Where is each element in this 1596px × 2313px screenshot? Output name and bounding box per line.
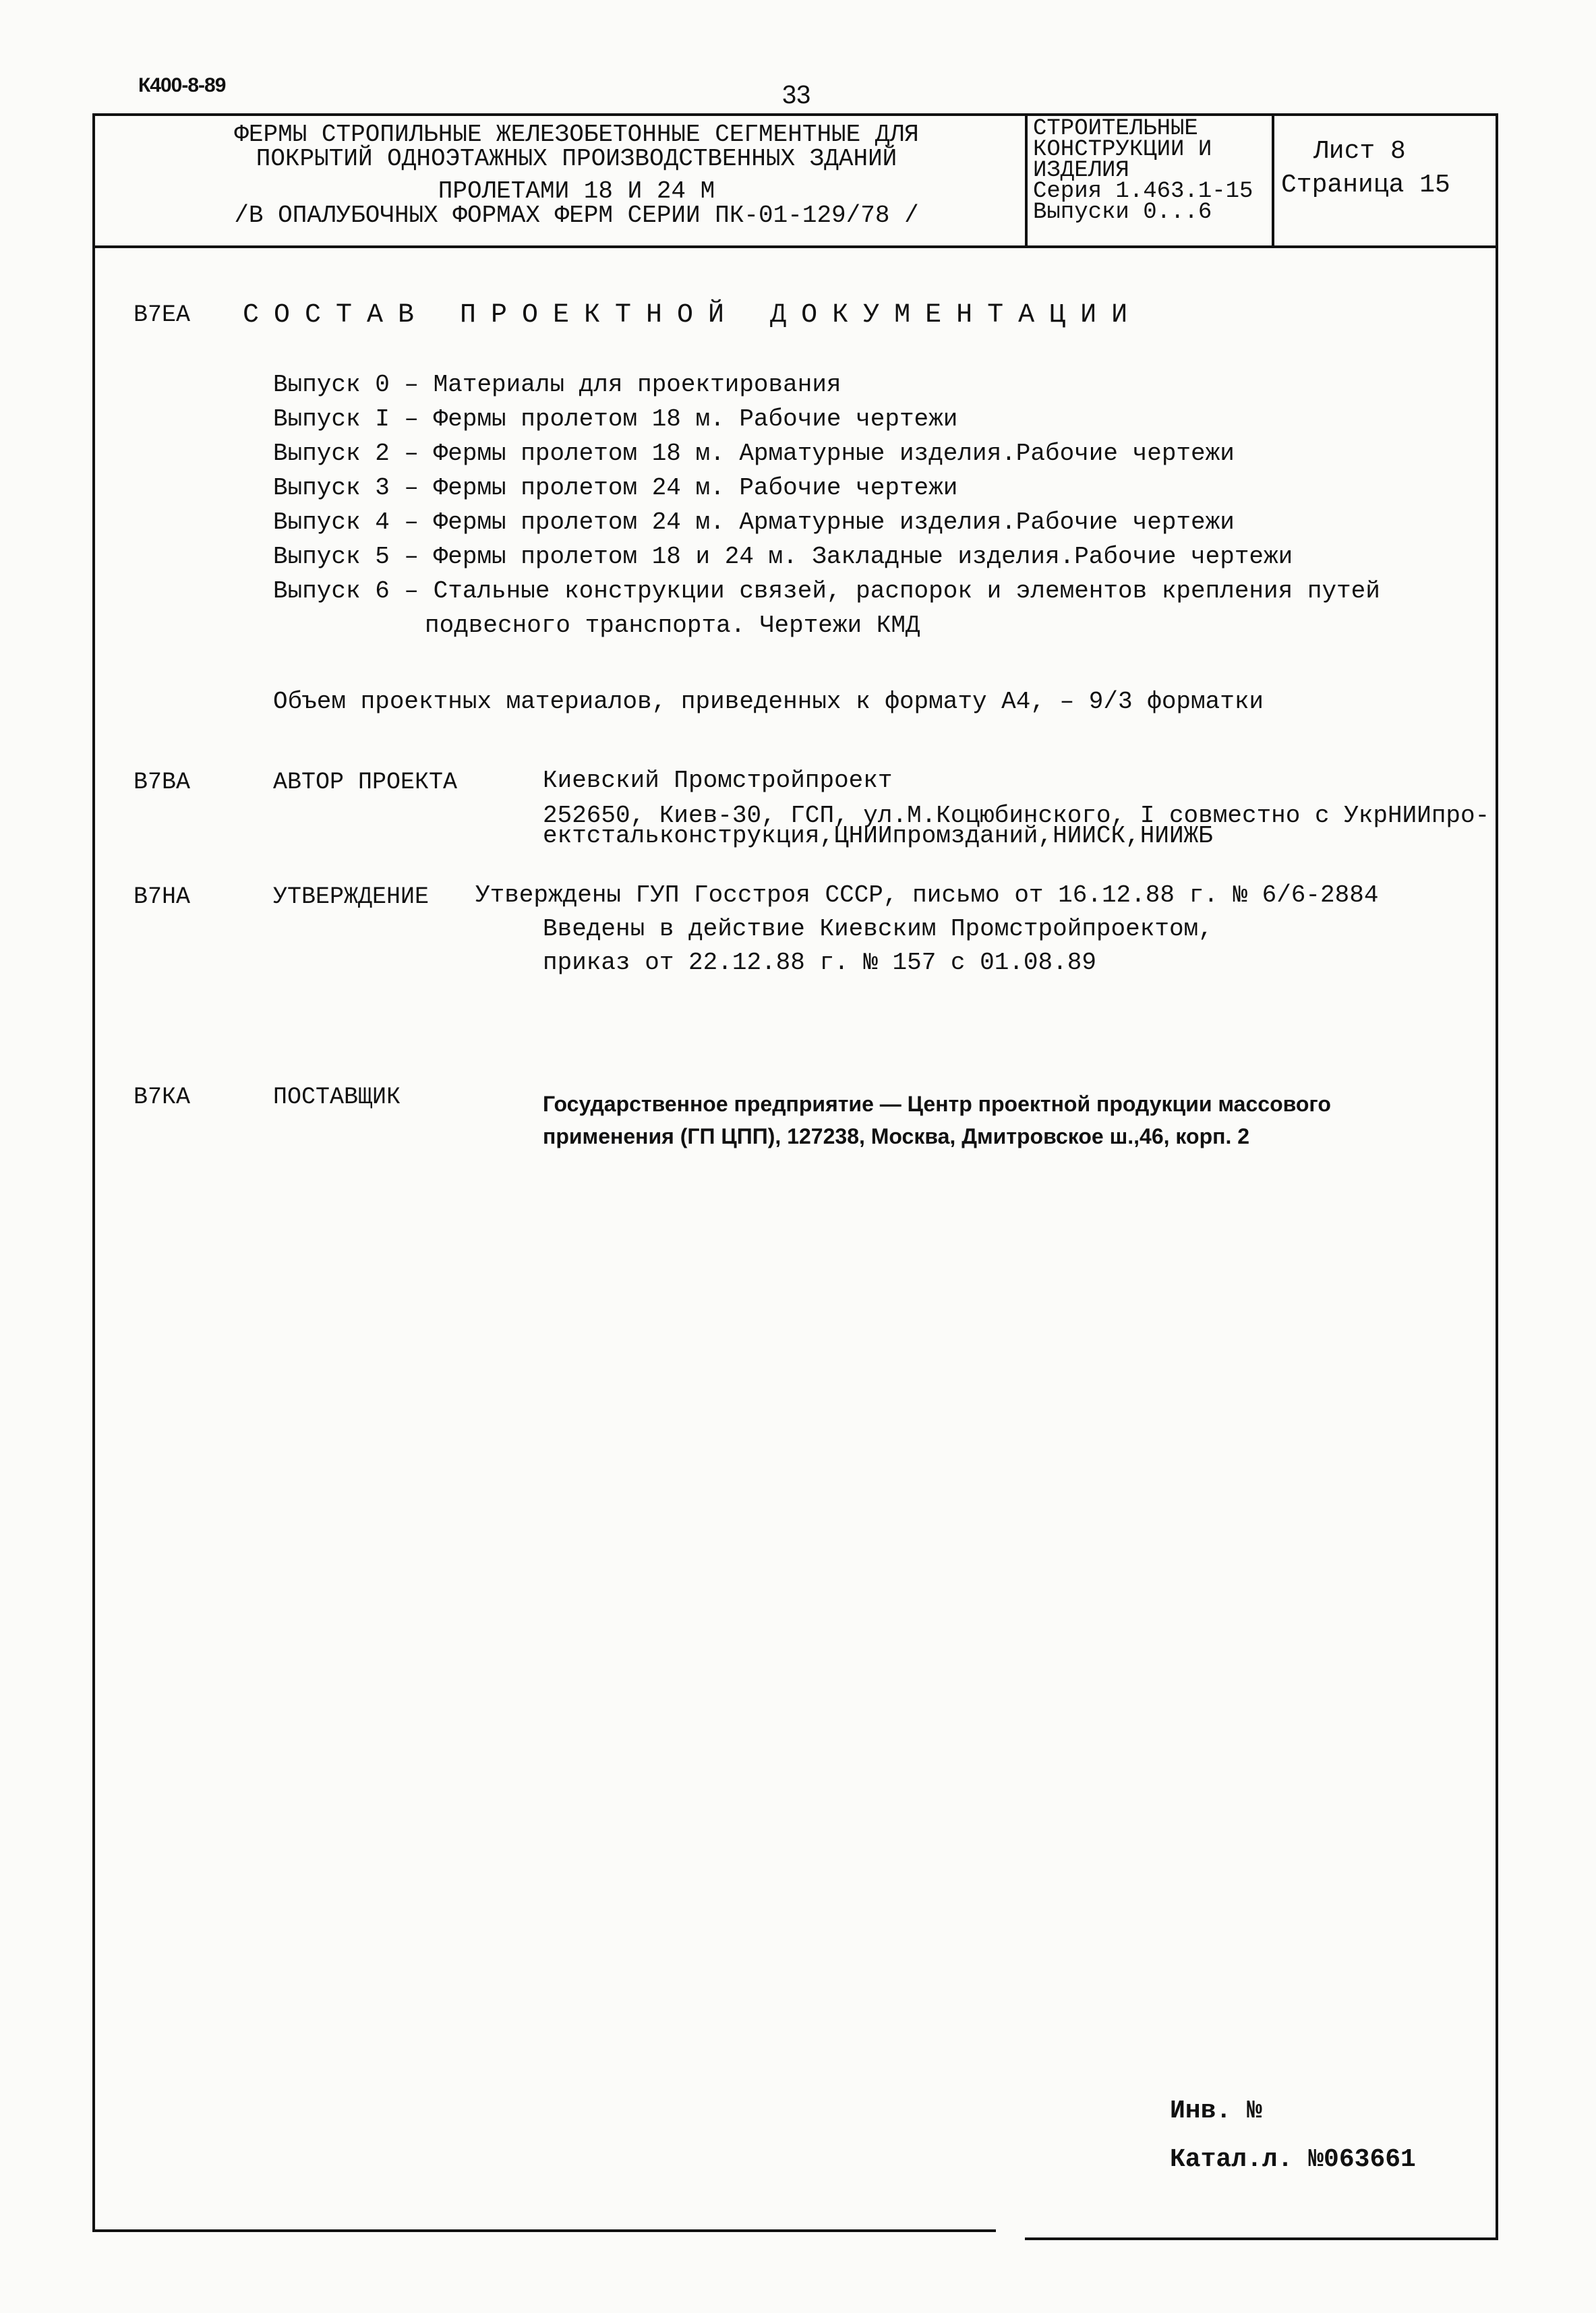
title-block <box>148 123 1005 228</box>
list-item: Выпуск 2 – Фермы пролетом 18 м. Арматурные изделия.Рабочие чертежи <box>273 440 1235 467</box>
section-code: В7КА <box>134 1084 191 1111</box>
title-line: ФЕРМЫ СТРОПИЛЬНЫЕ ЖЕЛЕЗОБЕТОННЫЕ СЕГМЕНТНЫЕ ДЛЯ <box>234 121 919 148</box>
list-item-continuation: подвесного транспорта. Чертежи КМД <box>425 612 920 639</box>
frame-divider-sheet <box>1272 113 1274 245</box>
frame-right <box>1496 113 1498 2237</box>
list-item: Выпуск 3 – Фермы пролетом 24 м. Рабочие чертежи <box>273 474 958 502</box>
frame-divider-series <box>1025 113 1028 245</box>
sheet-number: Лист 8 <box>1313 137 1406 166</box>
title-line: ПРОЛЕТАМИ 18 И 24 М <box>438 177 715 205</box>
title-line: /В ОПАЛУБОЧНЫХ ФОРМАХ ФЕРМ СЕРИИ ПК-01-129/78 / <box>234 202 919 229</box>
section-code: В7ВА <box>134 769 191 796</box>
document-code: К400-8-89 <box>138 74 226 96</box>
series-line: Серия 1.463.1-15 <box>1033 179 1253 204</box>
frame-bottom-right <box>1025 2237 1498 2240</box>
approval-line: приказ от 22.12.88 г. № 157 с 01.08.89 <box>543 949 1096 976</box>
page-number: 33 <box>782 81 811 109</box>
list-item: Выпуск 5 – Фермы пролетом 18 и 24 м. Закладные изделия.Рабочие чертежи <box>273 543 1293 570</box>
author-block <box>543 764 1490 850</box>
volume-note: Объем проектных материалов, приведенных к формату А4, – 9/3 форматки <box>273 688 1264 715</box>
frame-bottom-left <box>92 2229 996 2232</box>
section-title: СОСТАВ ПРОЕКТНОЙ ДОКУМЕНТАЦИИ <box>243 300 1143 330</box>
approval-line: Утверждены ГУП Госстроя СССР, письмо от 16.12.88 г. № 6/6-2884 <box>475 881 1379 909</box>
supplier-line: применения (ГП ЦПП), 127238, Москва, Дмитровское ш.,46, корп. 2 <box>543 1124 1250 1148</box>
list-item: Выпуск 6 – Стальные конструкции связей, распорок и элементов крепления путей <box>273 577 1380 605</box>
inventory-number: Инв. № <box>1170 2097 1262 2126</box>
series-line: ИЗДЕЛИЯ <box>1033 158 1129 183</box>
section-code: В7НА <box>134 883 191 910</box>
issues-list <box>273 368 1380 643</box>
supplier-label: ПОСТАВЩИК <box>273 1084 401 1111</box>
author-address: ектстальконструкция,ЦНИИпромзданий,НИИСК,НИИЖБ <box>543 822 1213 850</box>
list-item: Выпуск 0 – Материалы для проектирования <box>273 371 841 399</box>
series-line: СТРОИТЕЛЬНЫЕ <box>1033 116 1198 142</box>
section-code: В7ЕА <box>134 301 191 328</box>
list-item: Выпуск I – Фермы пролетом 18 м. Рабочие чертежи <box>273 405 958 433</box>
series-block <box>1033 116 1253 225</box>
author-address: 252650, Киев-30, ГСП, ул.М.Коцюбинского, I совместно с УкрНИИпро- <box>543 802 1490 829</box>
supplier-line: Государственное предприятие — Центр проектной продукции массового <box>543 1092 1331 1116</box>
approval-label: УТВЕРЖДЕНИЕ <box>273 883 430 910</box>
author-name: Киевский Промстройпроект <box>543 767 893 794</box>
sheet-block <box>1281 135 1450 202</box>
author-label: АВТОР ПРОЕКТА <box>273 769 458 796</box>
title-line: ПОКРЫТИЙ ОДНОЭТАЖНЫХ ПРОИЗВОДСТВЕННЫХ ЗДАНИЙ <box>256 145 897 173</box>
frame-top <box>94 113 1498 116</box>
catalog-number: Катал.л. №063661 <box>1170 2145 1416 2174</box>
series-line: КОНСТРУКЦИИ И <box>1033 137 1212 163</box>
footer-stamp <box>1170 2087 1416 2184</box>
approval-block <box>475 879 1378 980</box>
list-item: Выпуск 4 – Фермы пролетом 24 м. Арматурные изделия.Рабочие чертежи <box>273 508 1235 536</box>
page-label: Страница 15 <box>1281 171 1450 200</box>
frame-left <box>92 113 95 2229</box>
approval-line: Введены в действие Киевским Промстройпроектом, <box>543 915 1213 943</box>
frame-header-bottom <box>94 245 1498 248</box>
series-line: Выпуски 0...6 <box>1033 200 1212 225</box>
supplier-block <box>543 1088 1331 1152</box>
